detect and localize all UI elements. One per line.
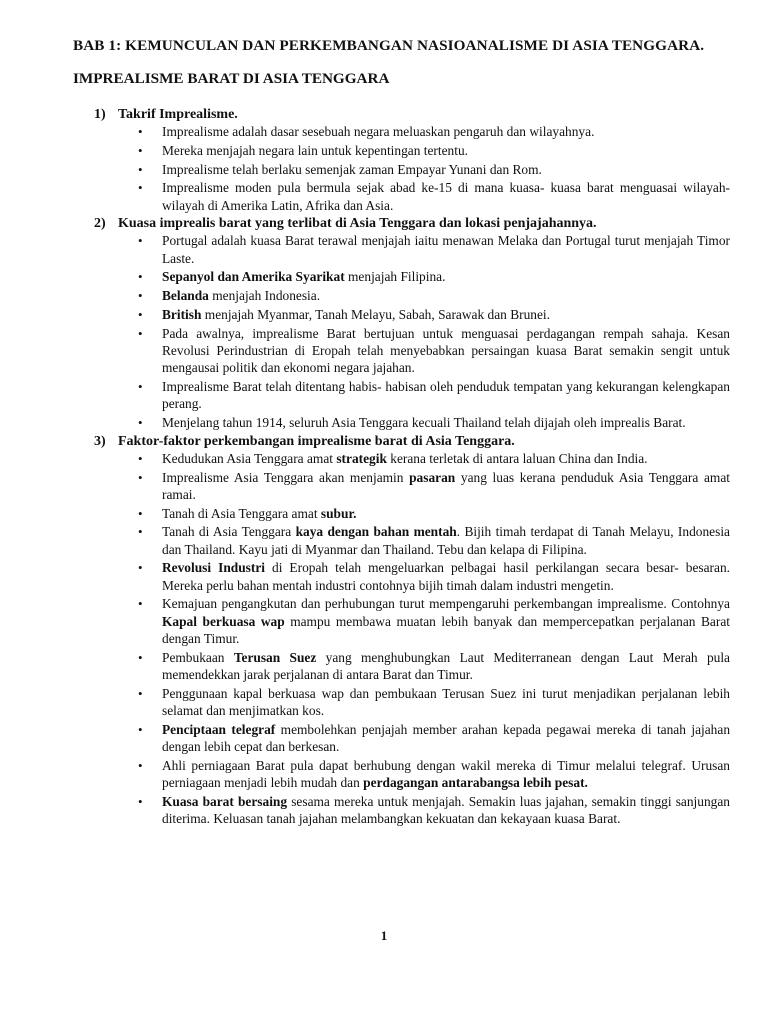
section-number: 2) <box>94 216 106 232</box>
text-run: Imprealisme telah berlaku semenjak zaman Empayar Yunani dan Rom. <box>162 161 542 177</box>
section-faktor <box>94 433 730 827</box>
bullet-icon: • <box>138 161 143 177</box>
bullet-icon: • <box>138 721 143 737</box>
section-kuasa-imprealis <box>94 215 730 431</box>
text-run: Imprealisme Asia Tenggara akan menjamin <box>162 469 410 485</box>
section-number: 1) <box>94 107 106 122</box>
text-run: di Eropah telah mengeluarkan pelbagai hasil perkilangan secara besar- besaran. Mereka perlu bahan mentah industri contohnya bijih timah dalam industri mengetin. <box>162 560 730 593</box>
bullet-icon: • <box>138 450 143 466</box>
bullet-icon: • <box>138 288 143 304</box>
bullet-item <box>138 595 730 647</box>
bullet-item <box>138 142 730 159</box>
text-run: menjajah Indonesia. <box>208 288 321 304</box>
bullet-icon: • <box>138 560 143 576</box>
page-number: 1 <box>380 928 388 943</box>
text-run: Menjelang tahun 1914, seluruh Asia Tenggara kecuali Thailand telah dijajah oleh imprealis Barat. <box>162 414 686 430</box>
bold-text-run: perdagangan antarabangsa lebih pesat. <box>363 774 588 790</box>
bullet-item <box>138 649 730 683</box>
text-run: membolehkan penjajah member arahan kepada pegawai mereka di tanah jajahan dengan lebih cepat dan berkesan. <box>162 721 731 754</box>
bullet-item <box>138 685 730 719</box>
bullet-item <box>138 306 730 323</box>
text-run: Tanah di Asia Tenggara <box>162 524 296 540</box>
bullet-item <box>138 469 730 503</box>
bold-text-run: kaya dengan bahan mentah <box>295 524 457 540</box>
bullet-icon: • <box>138 325 143 341</box>
bullet-icon: • <box>138 596 143 612</box>
section-heading-text: Takrif Imprealisme. <box>118 107 238 122</box>
section-heading-text: Faktor-faktor perkembangan imprealisme barat di Asia Tenggara. <box>118 433 515 449</box>
bullet-item <box>138 161 730 178</box>
text-run: menjajah Myanmar, Tanah Melayu, Sabah, Sarawak dan Brunei. <box>201 306 550 322</box>
bold-text-run: Penciptaan telegraf <box>162 721 276 737</box>
bullet-item <box>138 559 730 593</box>
text-run: Penggunaan kapal berkuasa wap dan pembukaan Terusan Suez ini turut menjadikan perjalanan lebih selamat dan menjimatkan kos. <box>162 685 730 718</box>
text-run: Pembukaan <box>162 649 234 665</box>
bullet-item <box>138 450 730 467</box>
bullet-icon: • <box>138 757 143 773</box>
bullet-item <box>138 414 730 431</box>
bullet-item <box>138 378 730 412</box>
text-run: Kemajuan pengangkutan dan perhubungan turut mempengaruhi perkembangan imprealisme. Contohnya <box>162 596 730 612</box>
bullet-item <box>138 232 730 266</box>
bold-text-run: Revolusi Industri <box>162 560 265 576</box>
bullet-icon: • <box>138 306 143 322</box>
bullet-icon: • <box>138 124 143 139</box>
text-run: Ahli perniagaan Barat pula dapat berhubung dengan wakil mereka di Timur melalui telegraf. Urusan perniagaan menjadi lebih mudah dan <box>162 757 730 790</box>
bullet-icon: • <box>138 469 143 485</box>
text-run: Tanah di Asia Tenggara amat <box>162 505 321 521</box>
bullet-item <box>138 523 730 557</box>
bullet-item <box>138 123 730 140</box>
bold-text-run: British <box>162 306 202 322</box>
bold-text-run: subur. <box>320 505 357 521</box>
section-number: 3) <box>94 433 106 449</box>
text-run: Pada awalnya, imprealisme Barat bertujuan untuk menguasai perdagangan rempah sahaja. Kesan Revolusi Perindustrian di Eropah telah menyebabkan persaingan kuasa Barat semakin sengit untuk mengausai politik dan ekonomi negara jajahan. <box>162 325 730 376</box>
section-heading <box>94 215 730 232</box>
text-run: yang luas kerana penduduk Asia Tenggara amat ramai. <box>162 469 730 502</box>
bullet-icon: • <box>138 649 143 665</box>
text-run: menjajah Filipina. <box>344 269 446 285</box>
bullet-list <box>94 232 730 431</box>
section-heading <box>94 106 730 123</box>
bold-text-run: Kuasa barat bersaing <box>162 793 288 809</box>
bullet-icon: • <box>138 685 143 701</box>
text-run: Kedudukan Asia Tenggara amat <box>162 450 337 466</box>
bullet-item <box>138 505 730 522</box>
text-run: sesama mereka untuk menjajah. Semakin luas jajahan, semakin tinggi sanjungan diterima. Keluasan tanah jajahan melambangkan kekuatan dan kekayaan kuasa Barat. <box>162 793 730 826</box>
chapter-title: BAB 1: KEMUNCULAN DAN PERKEMBANGAN NASIOANALISME DI ASIA TENGGARA. <box>73 37 705 54</box>
section-heading-text: Kuasa imprealis barat yang terlibat di Asia Tenggara dan lokasi penjajahannya. <box>118 216 597 232</box>
bullet-item <box>138 287 730 304</box>
text-run: Imprealisme Barat telah ditentang habis- habisan oleh penduduk tempatan yang kekurangan kelengkapan perang. <box>162 378 730 412</box>
section-heading <box>94 433 730 450</box>
bullet-item <box>138 721 731 755</box>
text-run: yang menghubungkan Laut Mediterranean dengan Laut Merah pula memendekkan jarak perjalanan di antara Barat dan Timur. <box>162 649 730 682</box>
bold-text-run: Sepanyol dan Amerika Syarikat <box>162 269 345 285</box>
section-subtitle: IMPREALISME BARAT DI ASIA TENGGARA <box>73 70 390 87</box>
bullet-icon: • <box>138 269 143 285</box>
bullet-icon: • <box>138 180 143 196</box>
text-run: mampu membawa muatan lebih banyak dan mempercepatkan perjalanan Barat dengan Timur. <box>162 613 730 646</box>
document-content <box>94 106 730 829</box>
bullet-item <box>138 179 730 213</box>
bold-text-run: Terusan Suez <box>233 649 317 665</box>
bold-text-run: strategik <box>336 450 387 466</box>
text-run: . Bijih timah terdapat di Tanah Melayu, Indonesia dan Thailand. Kayu jati di Myanmar dan Thailand. Tebu dan kelapa di Filipina. <box>162 524 730 557</box>
bullet-icon: • <box>138 233 143 249</box>
bullet-icon: • <box>138 414 143 430</box>
bullet-item <box>138 268 730 285</box>
bullet-list <box>94 123 730 214</box>
bullet-item <box>138 793 730 827</box>
bullet-icon: • <box>138 505 143 521</box>
bullet-icon: • <box>138 524 143 540</box>
text-run: kerana terletak di antara laluan China dan India. <box>386 450 648 466</box>
bullet-icon: • <box>138 378 143 394</box>
text-run: Portugal adalah kuasa Barat terawal menjajah iaitu menawan Melaka dan Portugal turut menjajah Timor Laste. <box>162 233 730 266</box>
text-run: Imprealisme moden pula bermula sejak abad ke-15 di mana kuasa- kuasa barat menguasai wilayah- wilayah di Amerika Latin, Afrika dan Asia. <box>162 180 730 213</box>
text-run: Imprealisme adalah dasar sesebuah negara meluaskan pengaruh dan wilayahnya. <box>162 124 595 139</box>
bold-text-run: Kapal berkuasa wap <box>162 613 285 629</box>
text-run: Mereka menjajah negara lain untuk kepentingan tertentu. <box>162 142 469 158</box>
bold-text-run: Belanda <box>162 288 209 304</box>
bullet-item <box>138 325 730 377</box>
bullet-icon: • <box>138 793 143 809</box>
bullet-item <box>138 757 730 791</box>
bullet-icon: • <box>138 142 143 158</box>
bold-text-run: pasaran <box>409 469 456 485</box>
bullet-list <box>94 450 730 827</box>
section-takrif <box>94 106 730 214</box>
